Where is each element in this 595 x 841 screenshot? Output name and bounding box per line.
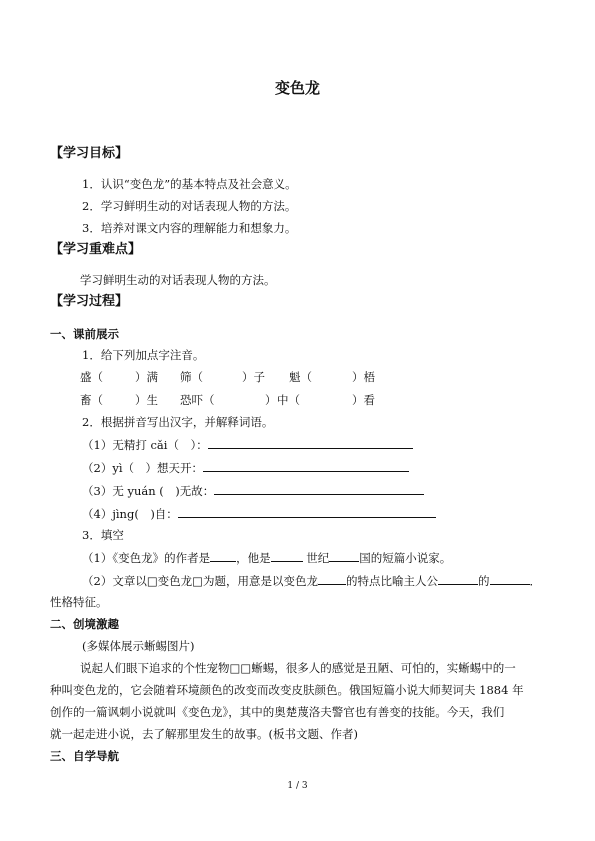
- fill-item-1: [82, 549, 451, 566]
- answer-blank[interactable]: [318, 572, 346, 585]
- media-note: (多媒体展示蜥蜴图片): [82, 639, 195, 653]
- fill-text: 的特点比喻主人公: [346, 574, 439, 588]
- answer-blank[interactable]: [214, 482, 424, 495]
- answer-blank[interactable]: [490, 572, 530, 585]
- intro-paragraph-line: 就一起走进小说，去了解那里发生的故事。(板书文题、作者): [50, 727, 358, 741]
- fill-text: ．: [529, 574, 542, 588]
- pinyin-cell: 恐吓（: [180, 393, 215, 407]
- intro-paragraph-line: 种叫变色龙的，它会随着环境颜色的改变而改变皮肤颜色。俄国短篇小说大师契诃夫 1884 年: [50, 683, 524, 697]
- process-heading: 【学习过程】: [50, 294, 129, 309]
- question-1: 1．给下列加点字注音。: [82, 348, 205, 362]
- pinyin-cell: ）: [265, 393, 277, 407]
- pinyin-cell: 畜（: [80, 393, 103, 407]
- fill-text: （1）《变色龙》的作者是: [82, 551, 211, 565]
- pinyin-cell: ）子: [242, 370, 265, 384]
- word-prompt: （2）yì（ ）想天开：: [82, 461, 203, 475]
- document-title: 变色龙: [274, 79, 320, 97]
- pinyin-cell: 盛（: [80, 370, 103, 384]
- fill-item-2: [82, 572, 541, 589]
- page-number: 1 / 3: [287, 781, 308, 791]
- word-item: [82, 436, 413, 453]
- pinyin-cell: 魁（: [289, 370, 312, 384]
- part1-heading: 一、课前展示: [50, 327, 119, 341]
- word-prompt: （1）无精打 cǎi（ ）：: [82, 438, 208, 452]
- goal-item: 1．认识“变色龙”的基本特点及社会意义。: [82, 177, 297, 191]
- goals-heading: 【学习目标】: [50, 146, 129, 161]
- intro-paragraph-line: 创作的一篇讽刺小说就叫《变色龙》，其中的奥楚蔑洛夫警官也有善变的技能。今天，我们: [50, 705, 505, 719]
- word-item: [82, 459, 409, 476]
- pinyin-cell: ）看: [352, 393, 375, 407]
- question-3: 3．填空: [82, 528, 124, 542]
- pinyin-cell: 中（: [277, 393, 300, 407]
- goal-item: 2．学习鲜明生动的对话表现人物的方法。: [82, 199, 297, 213]
- answer-blank[interactable]: [438, 572, 478, 585]
- part3-heading: 三、自学导航: [50, 749, 119, 763]
- word-prompt: （4）jìng( )自：: [82, 507, 178, 521]
- answer-blank[interactable]: [329, 549, 359, 562]
- answer-blank[interactable]: [271, 549, 303, 562]
- answer-blank[interactable]: [203, 459, 409, 472]
- word-item: [82, 505, 436, 522]
- key-points-text: 学习鲜明生动的对话表现人物的方法。: [80, 273, 276, 287]
- fill-text: 世纪: [302, 551, 330, 565]
- pinyin-cell: ）满: [135, 370, 158, 384]
- fill-text: （2）文章以□变色龙□为题，用意是以变色龙: [82, 574, 319, 588]
- answer-blank[interactable]: [178, 505, 436, 518]
- fill-item-2-continued: 性格特征。: [50, 595, 108, 609]
- goal-item: 3．培养对课文内容的理解能力和想象力。: [82, 221, 297, 235]
- fill-text: 的: [478, 574, 490, 588]
- intro-paragraph-line: 说起人们眼下追求的个性宠物□□蜥蜴，很多人的感觉是丑陋、可怕的，实蜥蜴中的一: [80, 661, 516, 675]
- pinyin-cell: 筛（: [180, 370, 203, 384]
- pinyin-cell: ）梧: [352, 370, 375, 384]
- question-2: 2．根据拼音写出汉字，并解释词语。: [82, 415, 274, 429]
- pinyin-cell: ）生: [135, 393, 158, 407]
- key-points-heading: 【学习重难点】: [50, 242, 142, 257]
- word-prompt: （3）无 yuán ( )无故：: [82, 484, 215, 498]
- fill-text: ，他是: [236, 551, 271, 565]
- answer-blank[interactable]: [210, 549, 236, 562]
- fill-text: 国的短篇小说家。: [359, 551, 452, 565]
- part2-heading: 二、创境激趣: [50, 617, 119, 631]
- answer-blank[interactable]: [208, 436, 413, 449]
- word-item: [82, 482, 424, 499]
